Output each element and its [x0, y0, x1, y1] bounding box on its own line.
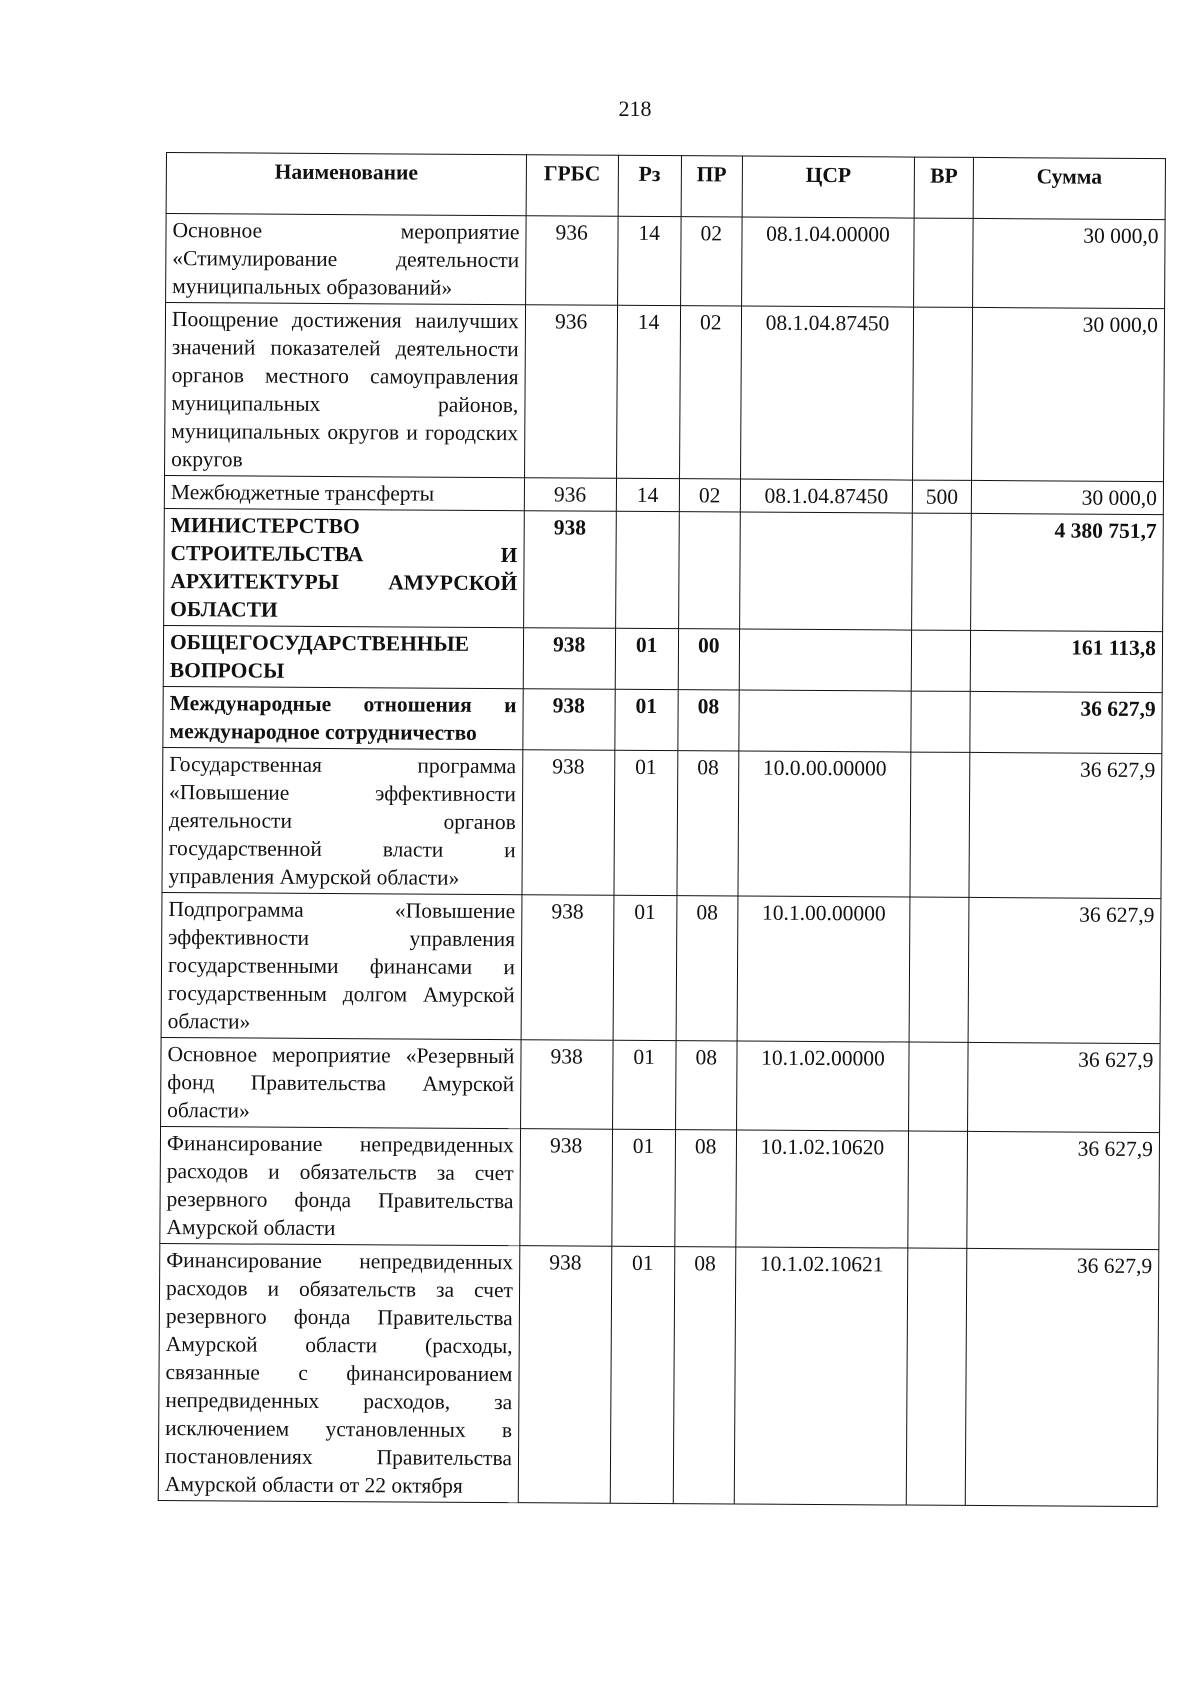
table-row: [158, 1243, 1159, 1506]
row-csr: 08.1.04.87450: [740, 306, 913, 480]
row-sum: 30 000,0: [973, 218, 1166, 308]
row-csr: 10.1.02.10621: [734, 1247, 908, 1505]
row-sum: 4 380 751,7: [971, 513, 1164, 631]
row-sum: 36 627,9: [968, 1042, 1161, 1132]
row-vr: [911, 691, 970, 752]
row-rz: 01: [612, 1040, 676, 1129]
row-name: Финансирование непредвиденных расходов и обязательств за счет резервного фонда Правительства Амурской области: [160, 1126, 521, 1245]
row-sum: 36 627,9: [967, 1131, 1160, 1249]
row-rz: 01: [610, 1246, 675, 1503]
row-pr: 08: [677, 751, 739, 896]
row-vr: [909, 897, 969, 1042]
row-vr: [912, 513, 972, 630]
table-row: [164, 508, 1164, 631]
row-sum: 36 627,9: [965, 1248, 1159, 1506]
row-name: Подпрограмма «Повышение эффективности управления государственными финансами и государственным долгом Амурской области»: [161, 892, 522, 1039]
row-grbs: 938: [522, 750, 614, 896]
row-rz: [615, 511, 679, 628]
row-grbs: 938: [520, 1129, 612, 1247]
row-grbs: 938: [521, 895, 613, 1041]
header-row: [166, 153, 1165, 220]
row-grbs: 938: [520, 1040, 612, 1130]
header-name: Наименование: [166, 153, 526, 216]
row-vr: [909, 1042, 968, 1131]
row-pr: 08: [675, 1130, 737, 1247]
row-pr: 02: [679, 479, 740, 512]
row-pr: 02: [679, 306, 741, 479]
row-rz: 01: [611, 1129, 675, 1246]
header-pr: ПР: [681, 156, 742, 217]
row-name: МИНИСТЕРСТВО СТРОИТЕЛЬСТВА И АРХИТЕКТУРЫ АМУРСКОЙ ОБЛАСТИ: [164, 508, 525, 627]
page-number: 218: [618, 96, 652, 121]
table-row: [166, 214, 1166, 309]
row-grbs: 936: [524, 478, 616, 512]
row-csr: [739, 512, 912, 630]
row-pr: 08: [678, 690, 739, 751]
header-vr: ВР: [914, 157, 973, 218]
row-name: Поощрение достижения наилучших значений показателей деятельности органов местного самоуправления муниципальных районов, муниципальных округов и городских округов: [165, 303, 526, 478]
row-sum: 36 627,9: [970, 691, 1162, 753]
header-grbs: ГРБС: [526, 155, 618, 217]
row-grbs: 938: [523, 628, 615, 690]
row-rz: 14: [616, 478, 679, 511]
row-pr: [678, 512, 740, 629]
row-csr: 10.1.02.00000: [736, 1041, 909, 1131]
table-row: [162, 747, 1162, 898]
row-sum: 161 113,8: [970, 630, 1162, 692]
row-csr: 08.1.04.00000: [741, 217, 914, 307]
row-rz: 14: [617, 216, 681, 305]
row-sum: 30 000,0: [972, 307, 1165, 481]
row-name: ОБЩЕГОСУДАРСТВЕННЫЕ ВОПРОСЫ: [163, 625, 523, 688]
row-rz: 14: [616, 305, 680, 478]
row-csr: [739, 629, 912, 691]
row-vr: 500: [912, 480, 971, 513]
table-row: [161, 1037, 1161, 1132]
row-rz: 01: [614, 689, 678, 750]
header-rz: Рз: [618, 155, 682, 216]
row-name: Государственная программа «Повышение эффективности деятельности органов государственной власти и управления Амурской области»: [162, 747, 523, 894]
row-csr: 10.1.02.10620: [736, 1130, 909, 1248]
row-csr: 08.1.04.87450: [740, 479, 913, 513]
row-vr: [911, 630, 970, 691]
row-pr: 08: [676, 896, 738, 1041]
row-pr: 08: [675, 1041, 737, 1130]
table-row: [165, 303, 1165, 482]
row-name: Основное мероприятие «Резервный фонд Правительства Амурской области»: [161, 1037, 521, 1128]
row-csr: 10.0.00.00000: [738, 751, 911, 897]
row-vr: [914, 218, 973, 307]
row-rz: 01: [613, 895, 677, 1040]
row-pr: 02: [680, 217, 742, 306]
row-vr: [913, 307, 973, 480]
row-grbs: 938: [518, 1246, 611, 1504]
row-sum: 36 627,9: [969, 752, 1162, 898]
row-grbs: 936: [524, 305, 617, 479]
row-vr: [910, 752, 970, 897]
row-name: Основное мероприятие «Стимулирование деятельности муниципальных образований»: [166, 214, 526, 305]
budget-table: [158, 152, 1166, 1507]
row-pr: 00: [678, 629, 739, 690]
row-grbs: 938: [523, 511, 615, 629]
header-sum: Сумма: [973, 157, 1165, 219]
row-vr: [908, 1131, 968, 1248]
row-rz: 01: [615, 628, 679, 689]
row-name: Межбюджетные трансферты: [164, 475, 524, 510]
row-name: Международные отношения и международное сотрудничество: [163, 686, 523, 749]
row-csr: [739, 690, 912, 752]
table-row: [160, 1126, 1160, 1249]
row-csr: 10.1.00.00000: [737, 896, 910, 1042]
row-grbs: 936: [525, 216, 617, 306]
row-sum: 36 627,9: [968, 897, 1161, 1043]
table-row: [163, 686, 1162, 753]
row-name: Финансирование непредвиденных расходов и обязательств за счет резервного фонда Правительства Амурской области (расходы, связанные с финансированием непредвиденных расходов, за исключением установленных в постановлениях Правительства Амурской области от 22 октября: [158, 1243, 519, 1502]
table-row: [161, 892, 1161, 1043]
row-pr: 08: [673, 1247, 736, 1504]
row-rz: 01: [613, 750, 677, 895]
header-csr: ЦСР: [742, 156, 915, 218]
row-grbs: 938: [523, 689, 615, 751]
row-sum: 30 000,0: [971, 480, 1163, 514]
row-vr: [906, 1248, 966, 1505]
table-row: [163, 625, 1162, 692]
